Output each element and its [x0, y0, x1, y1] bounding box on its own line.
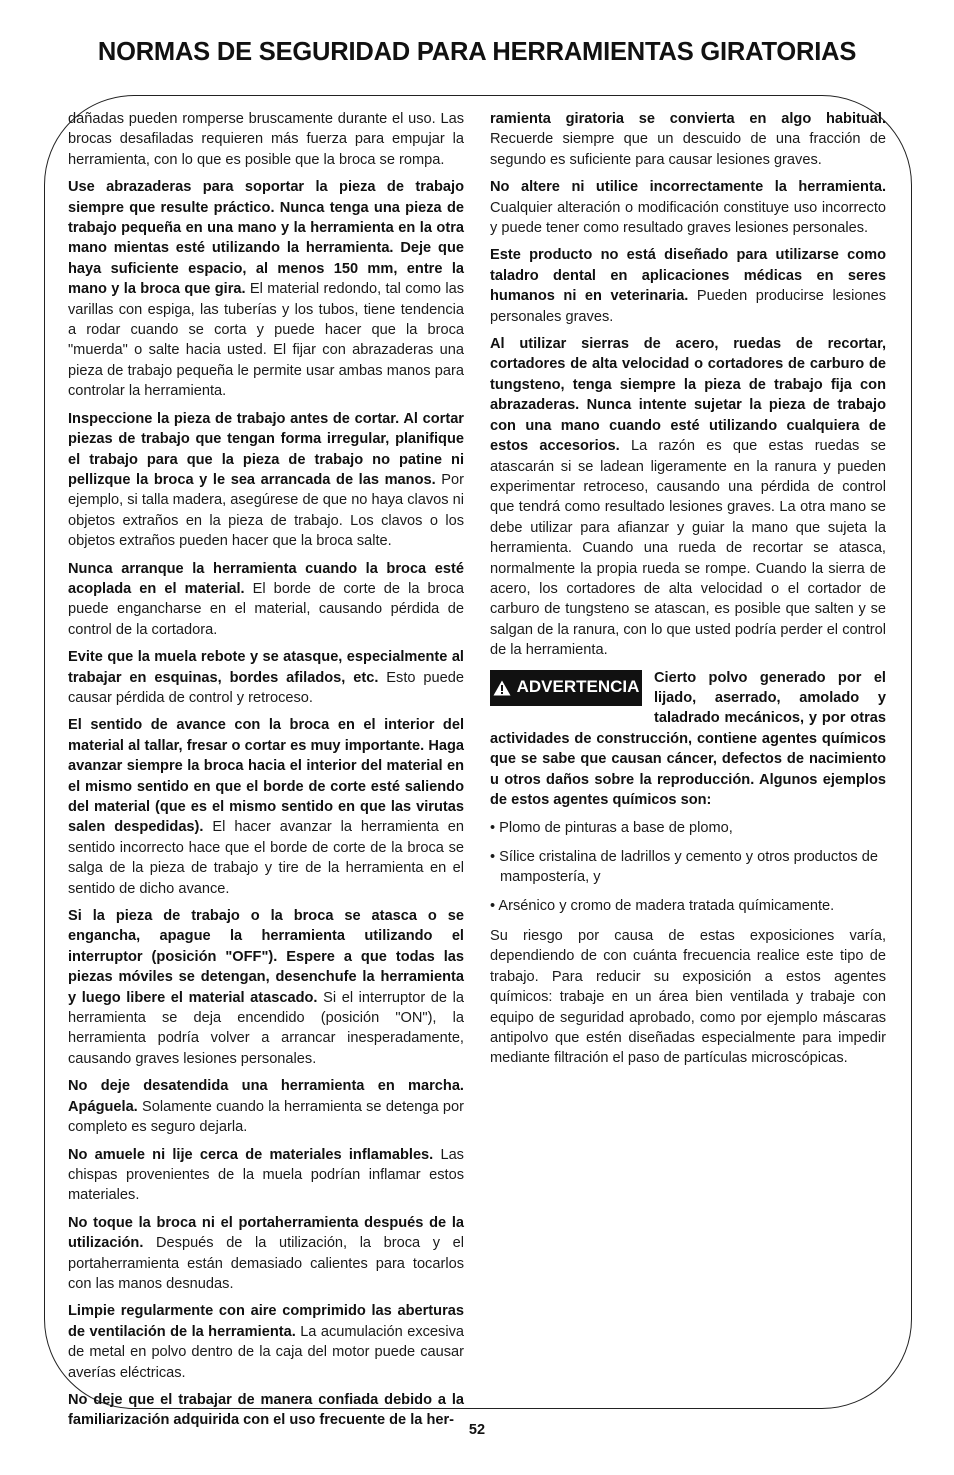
warning-badge [490, 670, 642, 706]
paragraph-heading: Este producto no está diseñado para utilizarse como taladro dental en aplicaciones médicas en seres humanos ni en veterinaria. [490, 247, 886, 305]
paragraph-heading: No toque la broca ni el portaherramienta después de la utilización. [68, 1214, 464, 1252]
paragraph-heading: No deje desatendida una herramienta en marcha. Apáguela. [68, 1078, 464, 1115]
paragraph [490, 177, 886, 238]
paragraph-text: Las chispas provenientes de la muela podrían inflamar estos materiales. [68, 1146, 464, 1204]
paragraph-heading: Si la pieza de trabajo o la broca se atasca o se engancha, apague la herramienta utilizando el interruptor (posición "OFF"). Espere a que todas las piezas móviles se detengan, desenchufe la herramienta y luego libere el material atascado. [68, 908, 464, 1006]
paragraph-text: La acumulación excesiva de metal en polvo dentro de la caja del motor puede causar averías eléctricas. [68, 1323, 464, 1381]
warning-label: ADVERTENCIA [516, 677, 640, 697]
paragraph [68, 177, 464, 401]
paragraph [68, 1076, 464, 1137]
paragraph-text: El hacer avanzar la herramienta en sentido incorrecto hace que el borde de corte de la broca se salga de la pieza de trabajo y tire de la herramienta en el sentido de dicho avance. [68, 819, 464, 897]
paragraph-heading: ramienta giratoria se convierta en algo habitual. [490, 111, 886, 127]
left-column [68, 109, 464, 1438]
paragraph [490, 926, 886, 1069]
paragraph-heading: No altere ni utilice incorrectamente la herramienta. [490, 179, 886, 196]
paragraph [68, 1213, 464, 1295]
paragraph-text: Pueden producirse lesiones personales graves. [490, 288, 886, 325]
paragraph [68, 109, 464, 170]
paragraph-text: El material redondo, tal como las varillas con espiga, las tuberías y los tubos, tiene tendencia a rodar cuando se corta y puede hacer que la broca "muerda" o salte hacia usted. El fijar con abrazaderas una pieza de trabajo pequeña le permite usar ambas manos para controlar la herramienta. [68, 281, 464, 400]
paragraph-heading: Use abrazaderas para soportar la pieza de trabajo siempre que resulte práctico. Nunca tenga una pieza de trabajo pequeña en una mano y la herramienta en la otra mano mientas esté utilizando la herramienta. Deje que haya suficiente espacio, al menos 150 mm, entre la mano y la broca que gira. [68, 179, 464, 298]
right-column [490, 109, 886, 1076]
paragraph-text: Por ejemplo, si talla madera, asegúrese de que no haya clavos ni objetos extraños en la pieza de trabajo. Los clavos o los objetos extraños pueden hacer que la broca salte. [68, 471, 465, 550]
paragraph-text: La razón es que estas ruedas se atascarán si se ladean ligeramente en la ranura y pueden experimentar retroceso, causando una pérdida de control que tendrá como resultado lesiones graves. La otra mano se debe utilizar para afianzar y guiar la mano que sujeta la herramienta. Cuando una rueda de recortar se atasca, normalmente la propia rueda se rompe. Cuando la sierra de acero, los cortadores de alta velocidad o el cortador de carburo de tungsteno se atascan, es posible que salten y se salgan de la ranura, con lo que usted podría perder el control de la herramienta. [490, 438, 886, 659]
paragraph-text: Si el interruptor de la herramienta se deja encendido (posición "ON"), la herramienta podría volver a arrancar inesperadamente, causando graves lesiones personales. [68, 989, 464, 1067]
bullet-item: • Sílice cristalina de ladrillos y cemento y otros productos de mampostería, y [490, 848, 878, 886]
warning-block [490, 668, 886, 811]
paragraph-heading: Inspeccione la pieza de trabajo antes de cortar. Al cortar piezas de trabajo que tengan forma irregular, planifique el trabajo para que la pieza de trabajo no patine ni pellizque la broca y le sea arrancada de las manos. [68, 410, 464, 488]
paragraph-text: Su riesgo por causa de estas exposiciones varía, dependiendo de con cuánta frecuencia realice este tipo de trabajo. Para reducir su exposición a estos agentes químicos: trabaje en un área bien ventilada y trabaje con equipo de seguridad aprobado, como por ejemplo máscaras antipolvo que estén diseñadas especialmente para impedir mediante filtración el paso de partículas microscópicas. [490, 928, 886, 1067]
warning-text-bold: Cierto polvo generado por el lijado, aserrado, amolado y taladrado mecánicos, y por otras actividades de construcción, contiene agentes químicos que se sabe que causan cáncer, defectos de nacimiento u otros daños sobre la reproducción. Algunos ejemplos de estos agentes químicos son: [490, 669, 886, 808]
paragraph-heading: Nunca arranque la herramienta cuando la broca esté acoplada en el material. [68, 560, 464, 597]
paragraph-heading: No amuele ni lije cerca de materiales inflamables. [68, 1146, 434, 1163]
paragraph [68, 1145, 464, 1206]
paragraph [490, 334, 886, 661]
paragraph [68, 1301, 464, 1383]
paragraph [68, 647, 464, 708]
paragraph [68, 409, 464, 552]
paragraph-text: dañadas pueden romperse bruscamente durante el uso. Las brocas desafiladas requieren más fuerza para empujar la herramienta, con lo que es posible que la broca se rompa. [68, 111, 464, 168]
paragraph-heading: Evite que la muela rebote y se atasque, especialmente al trabajar en esquinas, bordes afilados, etc. [68, 649, 464, 686]
paragraph-text: Recuerde siempre que un descuido de una fracción de segundo es suficiente para causar lesiones graves. [490, 131, 886, 168]
paragraph-heading: Limpie regularmente con aire comprimido las aberturas de ventilación de la herramienta. [68, 1303, 464, 1340]
paragraph-heading: No deje que el trabajar de manera confiada debido a la familiarización adquirida con el uso frecuente de la her- [68, 1391, 464, 1429]
paragraph [68, 715, 464, 899]
warning-triangle-icon [493, 680, 511, 696]
paragraph-text: Cualquier alteración o modificación constituye uso incorrecto y puede tener como resultado graves lesiones personales. [490, 199, 886, 237]
paragraph-text: Después de la utilización, la broca y el portaherramienta están demasiado calientes para tocarlos con las manos desnudas. [68, 1235, 464, 1292]
paragraph-text: Solamente cuando la herramienta se detenga por completo es seguro dejarla. [68, 1098, 464, 1136]
paragraph [490, 245, 886, 327]
paragraph-heading: El sentido de avance con la broca en el interior del material al tallar, fresar o cortar es muy importante. Haga avanzar siempre la broca hacia el interior del material en el mismo sentido en que el borde de corte esté saliendo del material (que es el mismo sentido en que las virutas salen despedidas). [68, 717, 464, 836]
bullet-item: • Plomo de pinturas a base de plomo, [490, 820, 733, 837]
paragraph [68, 559, 464, 641]
paragraph-heading: Al utilizar sierras de acero, ruedas de recortar, cortadores de alta velocidad o cortadores de carburo de tungsteno, tenga siempre la pieza de trabajo fija con abrazaderas. Nunca intente sujetar la pieza de trabajo con una mano cuando esté utilizando cualquiera de estos accesorios. [490, 336, 886, 455]
paragraph-text: El borde de corte de la broca puede engancharse en el material, causando pérdida de control de la cortadora. [68, 580, 464, 638]
paragraph-text: Esto puede causar pérdida de control y retroceso. [68, 669, 464, 706]
paragraph [490, 109, 886, 170]
paragraph [68, 906, 464, 1069]
bullet-item: • Arsénico y cromo de madera tratada químicamente. [490, 897, 835, 914]
page-title: NORMAS DE SEGURIDAD PARA HERRAMIENTAS GIRATORIAS [97, 38, 857, 66]
page-number: 52 [468, 1422, 486, 1438]
